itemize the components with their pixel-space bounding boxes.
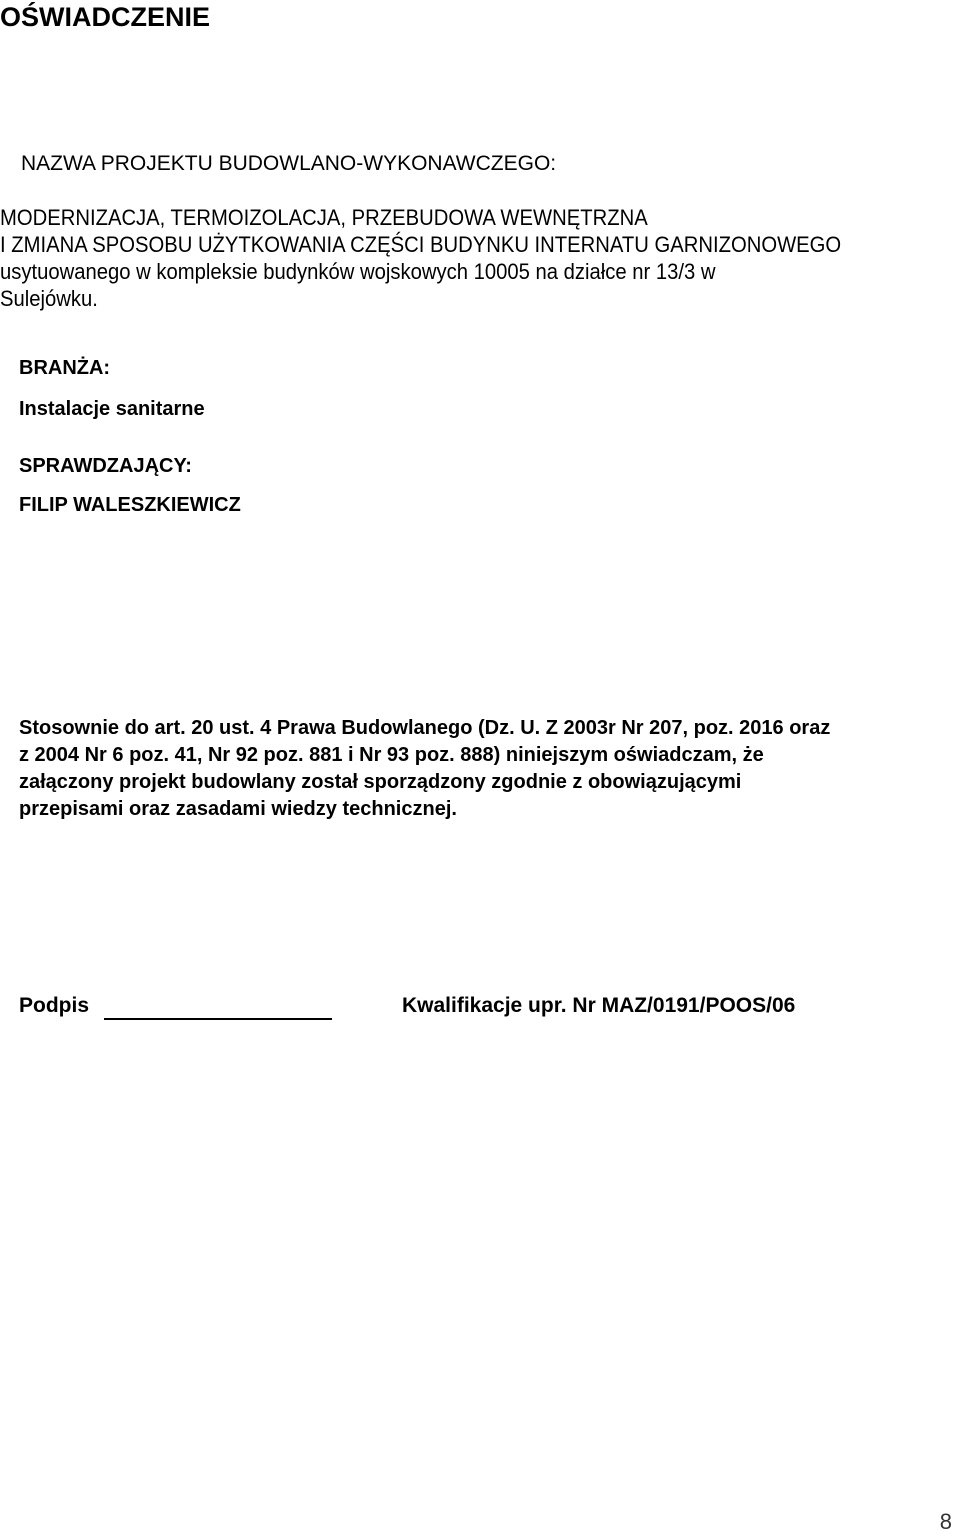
project-label: NAZWA PROJEKTU BUDOWLANO-WYKONAWCZEGO: — [21, 152, 557, 175]
statement-line: przepisami oraz zasadami wiedzy technicznej. — [19, 798, 457, 820]
checker-value: FILIP WALESZKIEWICZ — [19, 494, 241, 516]
statement-line: Stosownie do art. 20 ust. 4 Prawa Budowlanego (Dz. U. Z 2003r Nr 207, poz. 2016 oraz — [19, 717, 831, 739]
checker-label: SPRAWDZAJĄCY: — [19, 455, 192, 477]
project-name-line: MODERNIZACJA, TERMOIZOLACJA, PRZEBUDOWA WEWNĘTRZNA — [0, 205, 648, 230]
document-title: OŚWIADCZENIE — [0, 2, 211, 32]
branch-label: BRANŻA: — [19, 357, 111, 379]
project-name-line: I ZMIANA SPOSOBU UŻYTKOWANIA CZĘŚCI BUDYNKU INTERNATU GARNIZONOWEGO — [0, 232, 842, 257]
project-name — [0, 204, 841, 312]
statement-line: z 2004 Nr 6 poz. 41, Nr 92 poz. 881 i Nr 93 poz. 888) niniejszym oświadczam, że — [19, 744, 764, 766]
project-name-line: usytuowanego w kompleksie budynków wojskowych 10005 na działce nr 13/3 w — [0, 259, 716, 284]
page-number: 8 — [939, 1509, 952, 1534]
branch-value: Instalacje sanitarne — [19, 398, 205, 420]
qualification-text: Kwalifikacje upr. Nr MAZ/0191/POOS/06 — [402, 994, 796, 1017]
statement-paragraph — [19, 715, 954, 823]
signature-line — [104, 1018, 332, 1020]
statement-line: załączony projekt budowlany został sporządzony zgodnie z obowiązującymi — [19, 771, 742, 793]
project-name-line: Sulejówku. — [0, 286, 98, 311]
signature-label: Podpis — [19, 994, 90, 1017]
